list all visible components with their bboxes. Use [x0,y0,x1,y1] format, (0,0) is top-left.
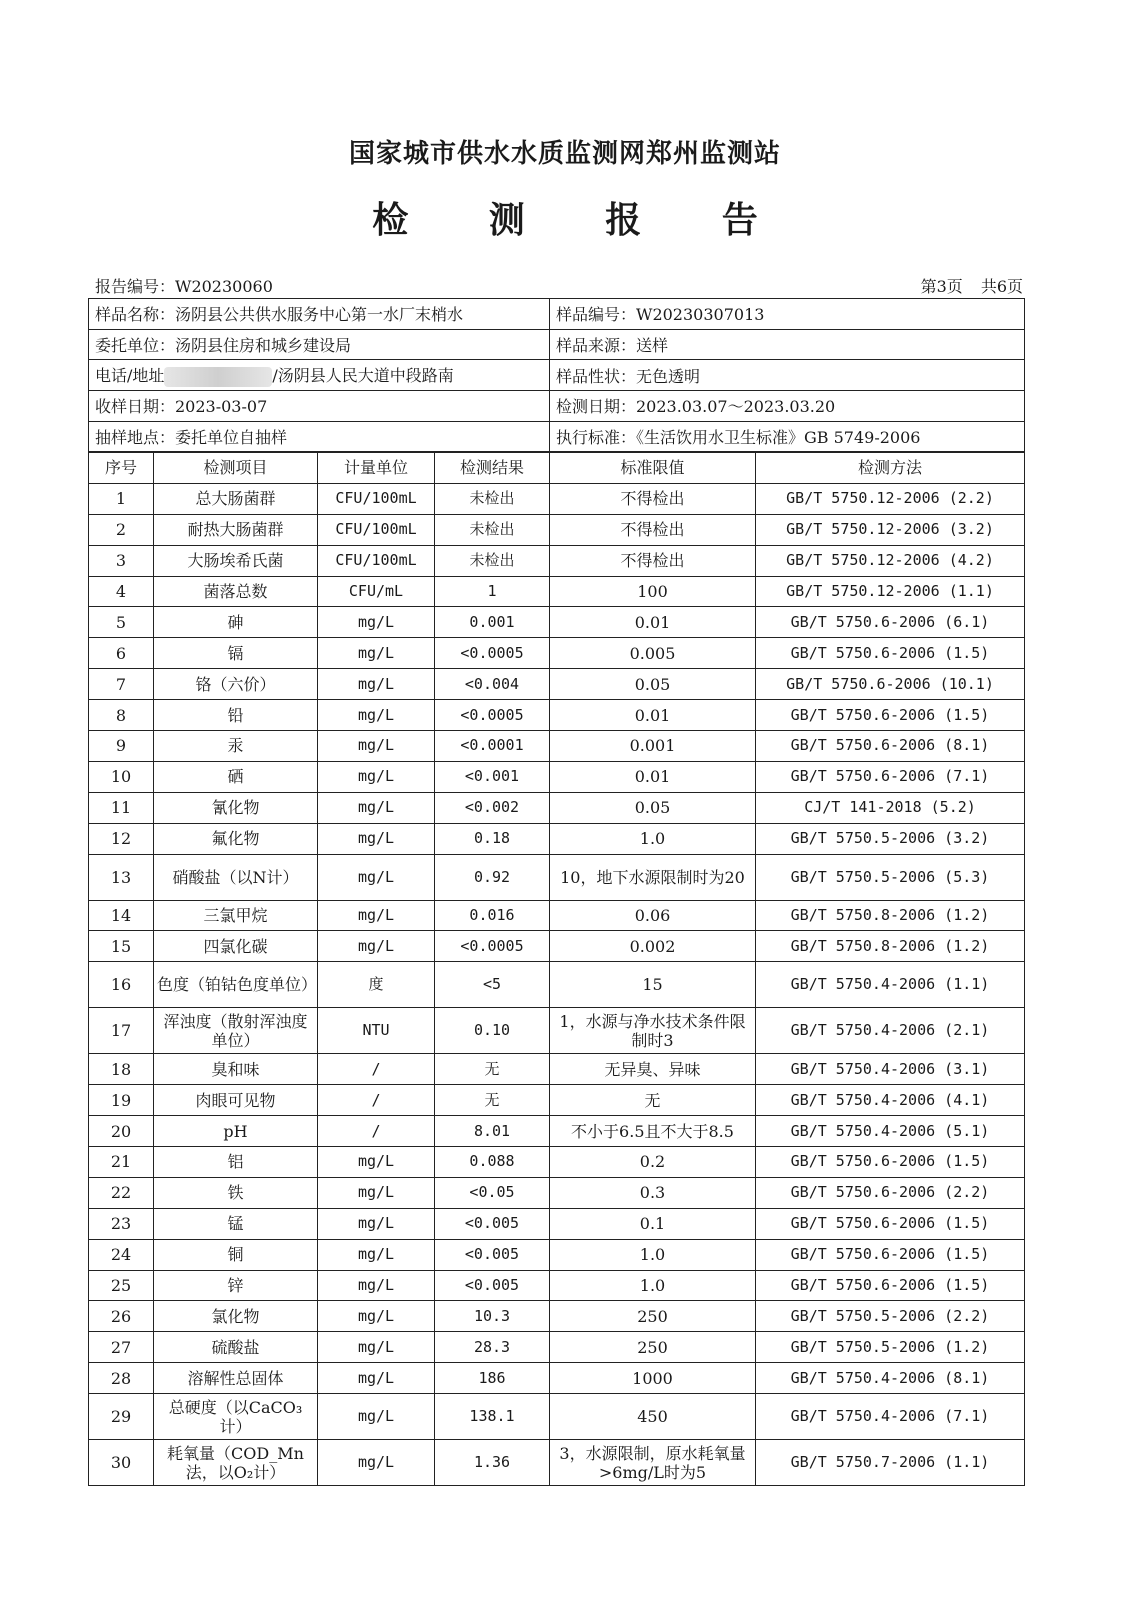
row-number: 14 [89,900,154,931]
test-item: 色度（铂钴色度单位） [154,962,318,1008]
unit: mg/L [318,900,435,931]
info-row [89,360,1025,391]
page-total: 共6页 [980,277,1023,296]
test-method: GB/T 5750.4-2006 (1.1) [756,962,1025,1008]
col-header-unit: 计量单位 [318,453,435,484]
test-item: 砷 [154,607,318,638]
standard-limit: 不小于6.5且不大于8.5 [550,1116,756,1147]
test-item: 溶解性总固体 [154,1363,318,1394]
test-method: GB/T 5750.5-2006 (2.2) [756,1301,1025,1332]
client-unit: 委托单位：汤阴县住房和城乡建设局 [89,329,550,360]
test-item: 四氯化碳 [154,931,318,962]
result: <0.004 [435,669,550,700]
organization-name: 国家城市供水水质监测网郑州监测站 [348,139,781,169]
table-row [89,545,1025,576]
col-header-result: 检测结果 [435,453,550,484]
test-method: GB/T 5750.6-2006 (8.1) [756,731,1025,762]
row-number: 28 [89,1363,154,1394]
result: 28.3 [435,1332,550,1363]
row-number: 4 [89,576,154,607]
result: 138.1 [435,1394,550,1440]
test-method: GB/T 5750.12-2006 (3.2) [756,514,1025,545]
standard-limit: 不得检出 [550,545,756,576]
standard-limit: 0.005 [550,638,756,669]
results-header-row [89,453,1025,484]
result: 1.36 [435,1440,550,1486]
test-item: 氟化物 [154,823,318,854]
test-item: 汞 [154,731,318,762]
test-method: GB/T 5750.6-2006 (1.5) [756,1208,1025,1239]
result: 0.088 [435,1147,550,1178]
test-method: GB/T 5750.6-2006 (1.5) [756,700,1025,731]
unit: mg/L [318,607,435,638]
test-method: GB/T 5750.4-2006 (5.1) [756,1116,1025,1147]
contact-address [89,360,550,391]
table-row [89,669,1025,700]
table-row [89,1440,1025,1486]
row-number: 26 [89,1301,154,1332]
standard-limit: 1.0 [550,823,756,854]
row-number: 8 [89,700,154,731]
unit: mg/L [318,931,435,962]
test-method: GB/T 5750.4-2006 (7.1) [756,1394,1025,1440]
row-number: 7 [89,669,154,700]
test-method: GB/T 5750.6-2006 (2.2) [756,1177,1025,1208]
table-row [89,607,1025,638]
test-method: GB/T 5750.4-2006 (2.1) [756,1008,1025,1054]
result: 186 [435,1363,550,1394]
standard-limit: 不得检出 [550,514,756,545]
row-number: 25 [89,1270,154,1301]
result: 0.016 [435,900,550,931]
info-row [89,299,1025,330]
test-item: 铜 [154,1239,318,1270]
test-method: GB/T 5750.12-2006 (4.2) [756,545,1025,576]
table-row [89,854,1025,900]
test-item: 肉眼可见物 [154,1085,318,1116]
test-method: GB/T 5750.8-2006 (1.2) [756,900,1025,931]
row-number: 15 [89,931,154,962]
test-item: 浑浊度（散射浑浊度单位） [154,1008,318,1054]
standard-limit: 0.1 [550,1208,756,1239]
test-method: GB/T 5750.4-2006 (8.1) [756,1363,1025,1394]
unit: mg/L [318,1394,435,1440]
test-item: 硒 [154,761,318,792]
test-method: GB/T 5750.6-2006 (7.1) [756,761,1025,792]
result: 无 [435,1085,550,1116]
test-item: 镉 [154,638,318,669]
address-text: /汤阴县人民大道中段路南 [272,366,454,386]
execution-standard: 执行标准：《生活饮用水卫生标准》GB 5749-2006 [550,421,1025,452]
test-item: 铝 [154,1147,318,1178]
unit: 度 [318,962,435,1008]
unit: mg/L [318,1332,435,1363]
standard-limit: 250 [550,1332,756,1363]
test-method: GB/T 5750.6-2006 (1.5) [756,1147,1025,1178]
row-number: 12 [89,823,154,854]
standard-limit: 3，水源限制，原水耗氧量>6mg/L时为5 [550,1440,756,1486]
result: <5 [435,962,550,1008]
standard-limit: 0.01 [550,700,756,731]
row-number: 30 [89,1440,154,1486]
test-item: 三氯甲烷 [154,900,318,931]
row-number: 22 [89,1177,154,1208]
unit: mg/L [318,823,435,854]
standard-limit: 0.2 [550,1147,756,1178]
test-item: 锌 [154,1270,318,1301]
table-row [89,1147,1025,1178]
unit: mg/L [318,1208,435,1239]
standard-limit: 无 [550,1085,756,1116]
test-method: GB/T 5750.6-2006 (1.5) [756,1270,1025,1301]
unit: mg/L [318,1147,435,1178]
unit: CFU/100mL [318,514,435,545]
table-row [89,1270,1025,1301]
unit: mg/L [318,761,435,792]
row-number: 27 [89,1332,154,1363]
row-number: 5 [89,607,154,638]
result: 1 [435,576,550,607]
test-method: CJ/T 141-2018 (5.2) [756,792,1025,823]
test-method: GB/T 5750.12-2006 (2.2) [756,483,1025,514]
test-item: 氯化物 [154,1301,318,1332]
unit: mg/L [318,1270,435,1301]
table-row [89,1332,1025,1363]
test-item: 锰 [154,1208,318,1239]
test-method: GB/T 5750.6-2006 (10.1) [756,669,1025,700]
result: <0.002 [435,792,550,823]
test-item: 铅 [154,700,318,731]
unit: mg/L [318,1177,435,1208]
result: 0.18 [435,823,550,854]
result: 无 [435,1054,550,1085]
table-row [89,823,1025,854]
unit: mg/L [318,1239,435,1270]
test-item: 总硬度（以CaCO₃计） [154,1394,318,1440]
result: 未检出 [435,545,550,576]
receive-date: 收样日期：2023-03-07 [89,391,550,422]
unit: mg/L [318,669,435,700]
standard-limit: 100 [550,576,756,607]
result: 未检出 [435,514,550,545]
row-number: 21 [89,1147,154,1178]
table-row [89,1239,1025,1270]
test-item: 耐热大肠菌群 [154,514,318,545]
row-number: 2 [89,514,154,545]
unit: / [318,1054,435,1085]
unit: mg/L [318,638,435,669]
table-row [89,931,1025,962]
row-number: 11 [89,792,154,823]
row-number: 16 [89,962,154,1008]
table-row [89,700,1025,731]
result: 0.10 [435,1008,550,1054]
unit: mg/L [318,731,435,762]
table-row [89,761,1025,792]
row-number: 17 [89,1008,154,1054]
sample-name: 样品名称：汤阴县公共供水服务中心第一水厂末梢水 [89,299,550,330]
results-body [89,483,1025,1485]
row-number: 20 [89,1116,154,1147]
standard-limit: 0.05 [550,669,756,700]
result: <0.0001 [435,731,550,762]
test-item: 臭和味 [154,1054,318,1085]
standard-limit: 1000 [550,1363,756,1394]
table-row [89,731,1025,762]
test-item: 耗氧量（COD_Mn法，以O₂计） [154,1440,318,1486]
test-item: pH [154,1116,318,1147]
table-row [89,792,1025,823]
standard-limit: 无异臭、异味 [550,1054,756,1085]
result: 10.3 [435,1301,550,1332]
result: <0.005 [435,1239,550,1270]
result: 未检出 [435,483,550,514]
table-row [89,483,1025,514]
unit: CFU/mL [318,576,435,607]
standard-limit: 不得检出 [550,483,756,514]
table-row [89,962,1025,1008]
page-number: 第3页 [920,277,963,296]
sampling-place: 抽样地点：委托单位自抽样 [89,421,550,452]
test-item: 总大肠菌群 [154,483,318,514]
test-date: 检测日期：2023.03.07～2023.03.20 [550,391,1025,422]
table-row [89,576,1025,607]
result: <0.005 [435,1270,550,1301]
test-method: GB/T 5750.4-2006 (3.1) [756,1054,1025,1085]
info-row [89,421,1025,452]
contact-label: 电话/地址 [95,366,165,386]
test-method: GB/T 5750.12-2006 (1.1) [756,576,1025,607]
col-header-limit: 标准限值 [550,453,756,484]
unit: / [318,1085,435,1116]
sample-character: 样品性状：无色透明 [550,360,1025,391]
table-row [89,900,1025,931]
table-row [89,1301,1025,1332]
table-row [89,1008,1025,1054]
unit: mg/L [318,1440,435,1486]
unit: mg/L [318,700,435,731]
table-row [89,514,1025,545]
results-table [88,452,1025,1486]
row-number: 18 [89,1054,154,1085]
test-method: GB/T 5750.6-2006 (6.1) [756,607,1025,638]
row-number: 10 [89,761,154,792]
test-method: GB/T 5750.5-2006 (1.2) [756,1332,1025,1363]
standard-limit: 10，地下水源限制时为20 [550,854,756,900]
info-row [89,391,1025,422]
row-number: 13 [89,854,154,900]
test-item: 铬（六价） [154,669,318,700]
result: 0.92 [435,854,550,900]
row-number: 19 [89,1085,154,1116]
result: 8.01 [435,1116,550,1147]
test-method: GB/T 5750.6-2006 (1.5) [756,638,1025,669]
test-method: GB/T 5750.7-2006 (1.1) [756,1440,1025,1486]
test-item: 氰化物 [154,792,318,823]
standard-limit: 0.01 [550,761,756,792]
test-item: 硝酸盐（以N计） [154,854,318,900]
sample-number: 样品编号：W20230307013 [550,299,1025,330]
standard-limit: 15 [550,962,756,1008]
row-number: 6 [89,638,154,669]
table-row [89,1394,1025,1440]
col-header-item: 检测项目 [154,453,318,484]
table-row [89,1116,1025,1147]
standard-limit: 1.0 [550,1270,756,1301]
report-number: 报告编号：W20230060 [95,277,273,296]
test-method: GB/T 5750.6-2006 (1.5) [756,1239,1025,1270]
result: 0.001 [435,607,550,638]
sample-info-table [88,298,1025,452]
table-row [89,1177,1025,1208]
col-header-no: 序号 [89,453,154,484]
standard-limit: 0.002 [550,931,756,962]
table-row [89,638,1025,669]
unit: mg/L [318,1301,435,1332]
unit: mg/L [318,1363,435,1394]
unit: mg/L [318,792,435,823]
test-item: 大肠埃希氏菌 [154,545,318,576]
row-number: 23 [89,1208,154,1239]
result: <0.005 [435,1208,550,1239]
standard-limit: 250 [550,1301,756,1332]
test-item: 菌落总数 [154,576,318,607]
table-row [89,1054,1025,1085]
table-row [89,1363,1025,1394]
test-method: GB/T 5750.5-2006 (5.3) [756,854,1025,900]
row-number: 3 [89,545,154,576]
standard-limit: 0.05 [550,792,756,823]
info-row [89,329,1025,360]
test-item: 硫酸盐 [154,1332,318,1363]
test-method: GB/T 5750.5-2006 (3.2) [756,823,1025,854]
unit: mg/L [318,854,435,900]
row-number: 29 [89,1394,154,1440]
result: <0.0005 [435,931,550,962]
unit: CFU/100mL [318,483,435,514]
standard-limit: 0.06 [550,900,756,931]
standard-limit: 450 [550,1394,756,1440]
redacted-phone [164,367,272,387]
page-indicator [903,274,1023,297]
result: <0.001 [435,761,550,792]
report-title: 检 测 报 告 [372,200,792,241]
test-method: GB/T 5750.8-2006 (1.2) [756,931,1025,962]
unit: NTU [318,1008,435,1054]
row-number: 24 [89,1239,154,1270]
standard-limit: 0.3 [550,1177,756,1208]
result: <0.0005 [435,638,550,669]
standard-limit: 0.01 [550,607,756,638]
test-method: GB/T 5750.4-2006 (4.1) [756,1085,1025,1116]
result: <0.0005 [435,700,550,731]
row-number: 1 [89,483,154,514]
result: <0.05 [435,1177,550,1208]
table-row [89,1085,1025,1116]
standard-limit: 0.001 [550,731,756,762]
table-row [89,1208,1025,1239]
unit: CFU/100mL [318,545,435,576]
standard-limit: 1.0 [550,1239,756,1270]
sample-source: 样品来源：送样 [550,329,1025,360]
row-number: 9 [89,731,154,762]
col-header-method: 检测方法 [756,453,1025,484]
standard-limit: 1，水源与净水技术条件限制时3 [550,1008,756,1054]
test-item: 铁 [154,1177,318,1208]
unit: / [318,1116,435,1147]
